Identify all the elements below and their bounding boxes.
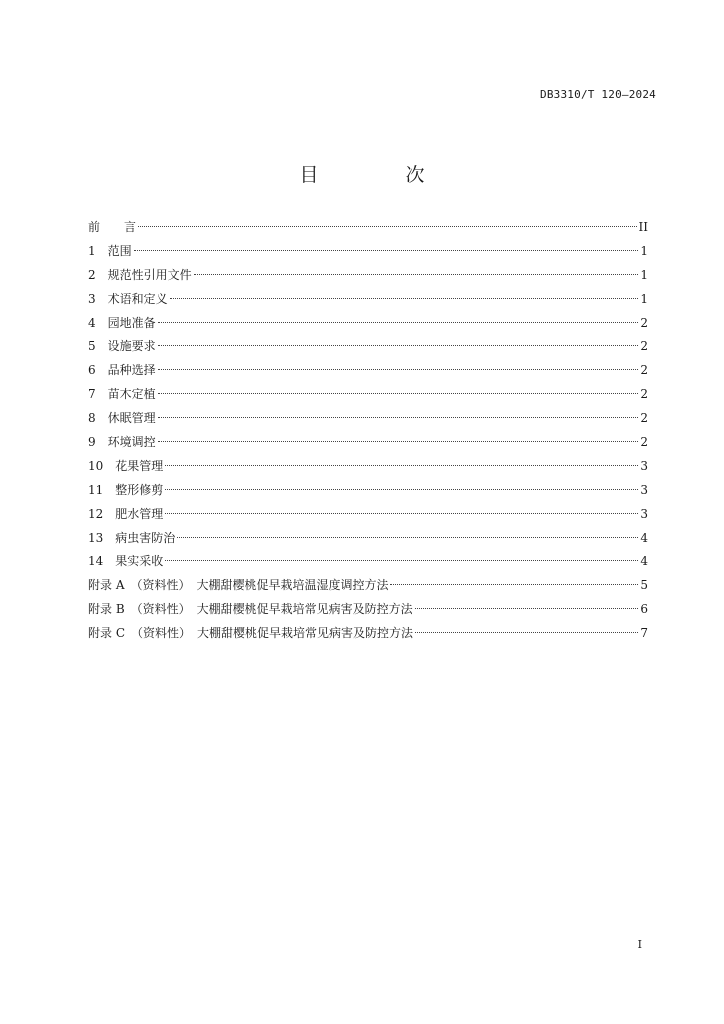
toc-entry-page: 1 [640, 291, 648, 306]
toc-entry-flower-fruit[interactable] [88, 455, 648, 479]
toc-entry-label: 11 整形修剪 [88, 482, 164, 497]
toc-entry-page: 1 [640, 243, 648, 258]
toc-entry-label: 14 果实采收 [88, 554, 164, 569]
dot-leader [390, 584, 638, 585]
page-number: I [637, 938, 642, 951]
toc-entry-page: 1 [640, 267, 648, 282]
dot-leader [415, 632, 638, 633]
document-code: DB3310/T 120—2024 [540, 88, 656, 101]
toc-entry-page: 3 [640, 506, 648, 521]
toc-entry-facility-requirements[interactable] [88, 335, 648, 359]
dot-leader [158, 345, 638, 346]
dot-leader [165, 560, 638, 561]
toc-entry-label: 3 术语和定义 [88, 291, 168, 306]
toc-entry-page: 7 [640, 626, 648, 641]
toc-entry-label: 12 肥水管理 [88, 506, 164, 521]
toc-entry-label: 8 休眠管理 [88, 411, 156, 426]
toc-entry-environment-control[interactable] [88, 431, 648, 455]
toc-entry-page: 2 [640, 411, 648, 426]
toc-entry-orchard-preparation[interactable] [88, 312, 648, 336]
toc-entry-page: 2 [640, 387, 648, 402]
toc-entry-label: 10 花果管理 [88, 458, 164, 473]
toc-entry-label: 前 言 [88, 220, 137, 234]
toc-title: 目 次 [299, 164, 459, 186]
toc-entry-page: 3 [640, 482, 648, 497]
toc-entry-page: 2 [640, 363, 648, 378]
toc-entry-label: 附录 B （资料性） 大棚甜樱桃促早栽培常见病害及防控方法 [88, 602, 413, 617]
toc-entry-scope[interactable] [88, 240, 648, 264]
dot-leader [165, 489, 638, 490]
dot-leader [170, 298, 638, 299]
toc-list [88, 216, 648, 646]
toc-entry-label: 2 规范性引用文件 [88, 267, 192, 282]
dot-leader [194, 274, 638, 275]
toc-entry-label: 附录 A （资料性） 大棚甜樱桃促早栽培温湿度调控方法 [88, 578, 389, 593]
toc-entry-label: 5 设施要求 [88, 339, 156, 354]
toc-entry-label: 7 苗木定植 [88, 387, 156, 402]
toc-entry-normative-references[interactable] [88, 264, 648, 288]
toc-entry-page: 3 [640, 458, 648, 473]
toc-entry-planting[interactable] [88, 383, 648, 407]
toc-entry-pest-control[interactable] [88, 527, 648, 551]
dot-leader [177, 537, 638, 538]
toc-entry-page: 2 [640, 435, 648, 450]
dot-leader [158, 441, 638, 442]
toc-entry-variety-selection[interactable] [88, 359, 648, 383]
dot-leader [158, 322, 638, 323]
toc-entry-label: 附录 C （资料性） 大棚甜樱桃促早栽培常见病害及防控方法 [88, 626, 413, 641]
toc-entry-page: 2 [640, 339, 648, 354]
toc-entry-appendix-c[interactable] [88, 622, 648, 646]
toc-entry-label: 13 病虫害防治 [88, 530, 176, 545]
toc-entry-page: 4 [640, 530, 648, 545]
toc-entry-page: 5 [640, 578, 648, 593]
toc-entry-page: 6 [640, 602, 648, 617]
toc-entry-appendix-a[interactable] [88, 574, 648, 598]
dot-leader [158, 417, 638, 418]
toc-entry-page: 2 [640, 315, 648, 330]
dot-leader [415, 608, 638, 609]
dot-leader [165, 465, 638, 466]
dot-leader [138, 226, 637, 227]
dot-leader [158, 393, 638, 394]
toc-entry-dormancy[interactable] [88, 407, 648, 431]
toc-entry-label: 9 环境调控 [88, 435, 156, 450]
dot-leader [165, 513, 638, 514]
toc-entry-label: 4 园地准备 [88, 315, 156, 330]
dot-leader [134, 250, 638, 251]
toc-entry-appendix-b[interactable] [88, 598, 648, 622]
toc-entry-label: 1 范围 [88, 243, 132, 258]
toc-entry-label: 6 品种选择 [88, 363, 156, 378]
toc-entry-pruning[interactable] [88, 479, 648, 503]
toc-entry-page: II [638, 220, 648, 234]
toc-entry-terms[interactable] [88, 288, 648, 312]
toc-entry-harvest[interactable] [88, 550, 648, 574]
toc-entry-page: 4 [640, 554, 648, 569]
toc-entry-foreword[interactable] [88, 216, 648, 240]
dot-leader [158, 369, 638, 370]
toc-entry-fertilizer-water[interactable] [88, 503, 648, 527]
